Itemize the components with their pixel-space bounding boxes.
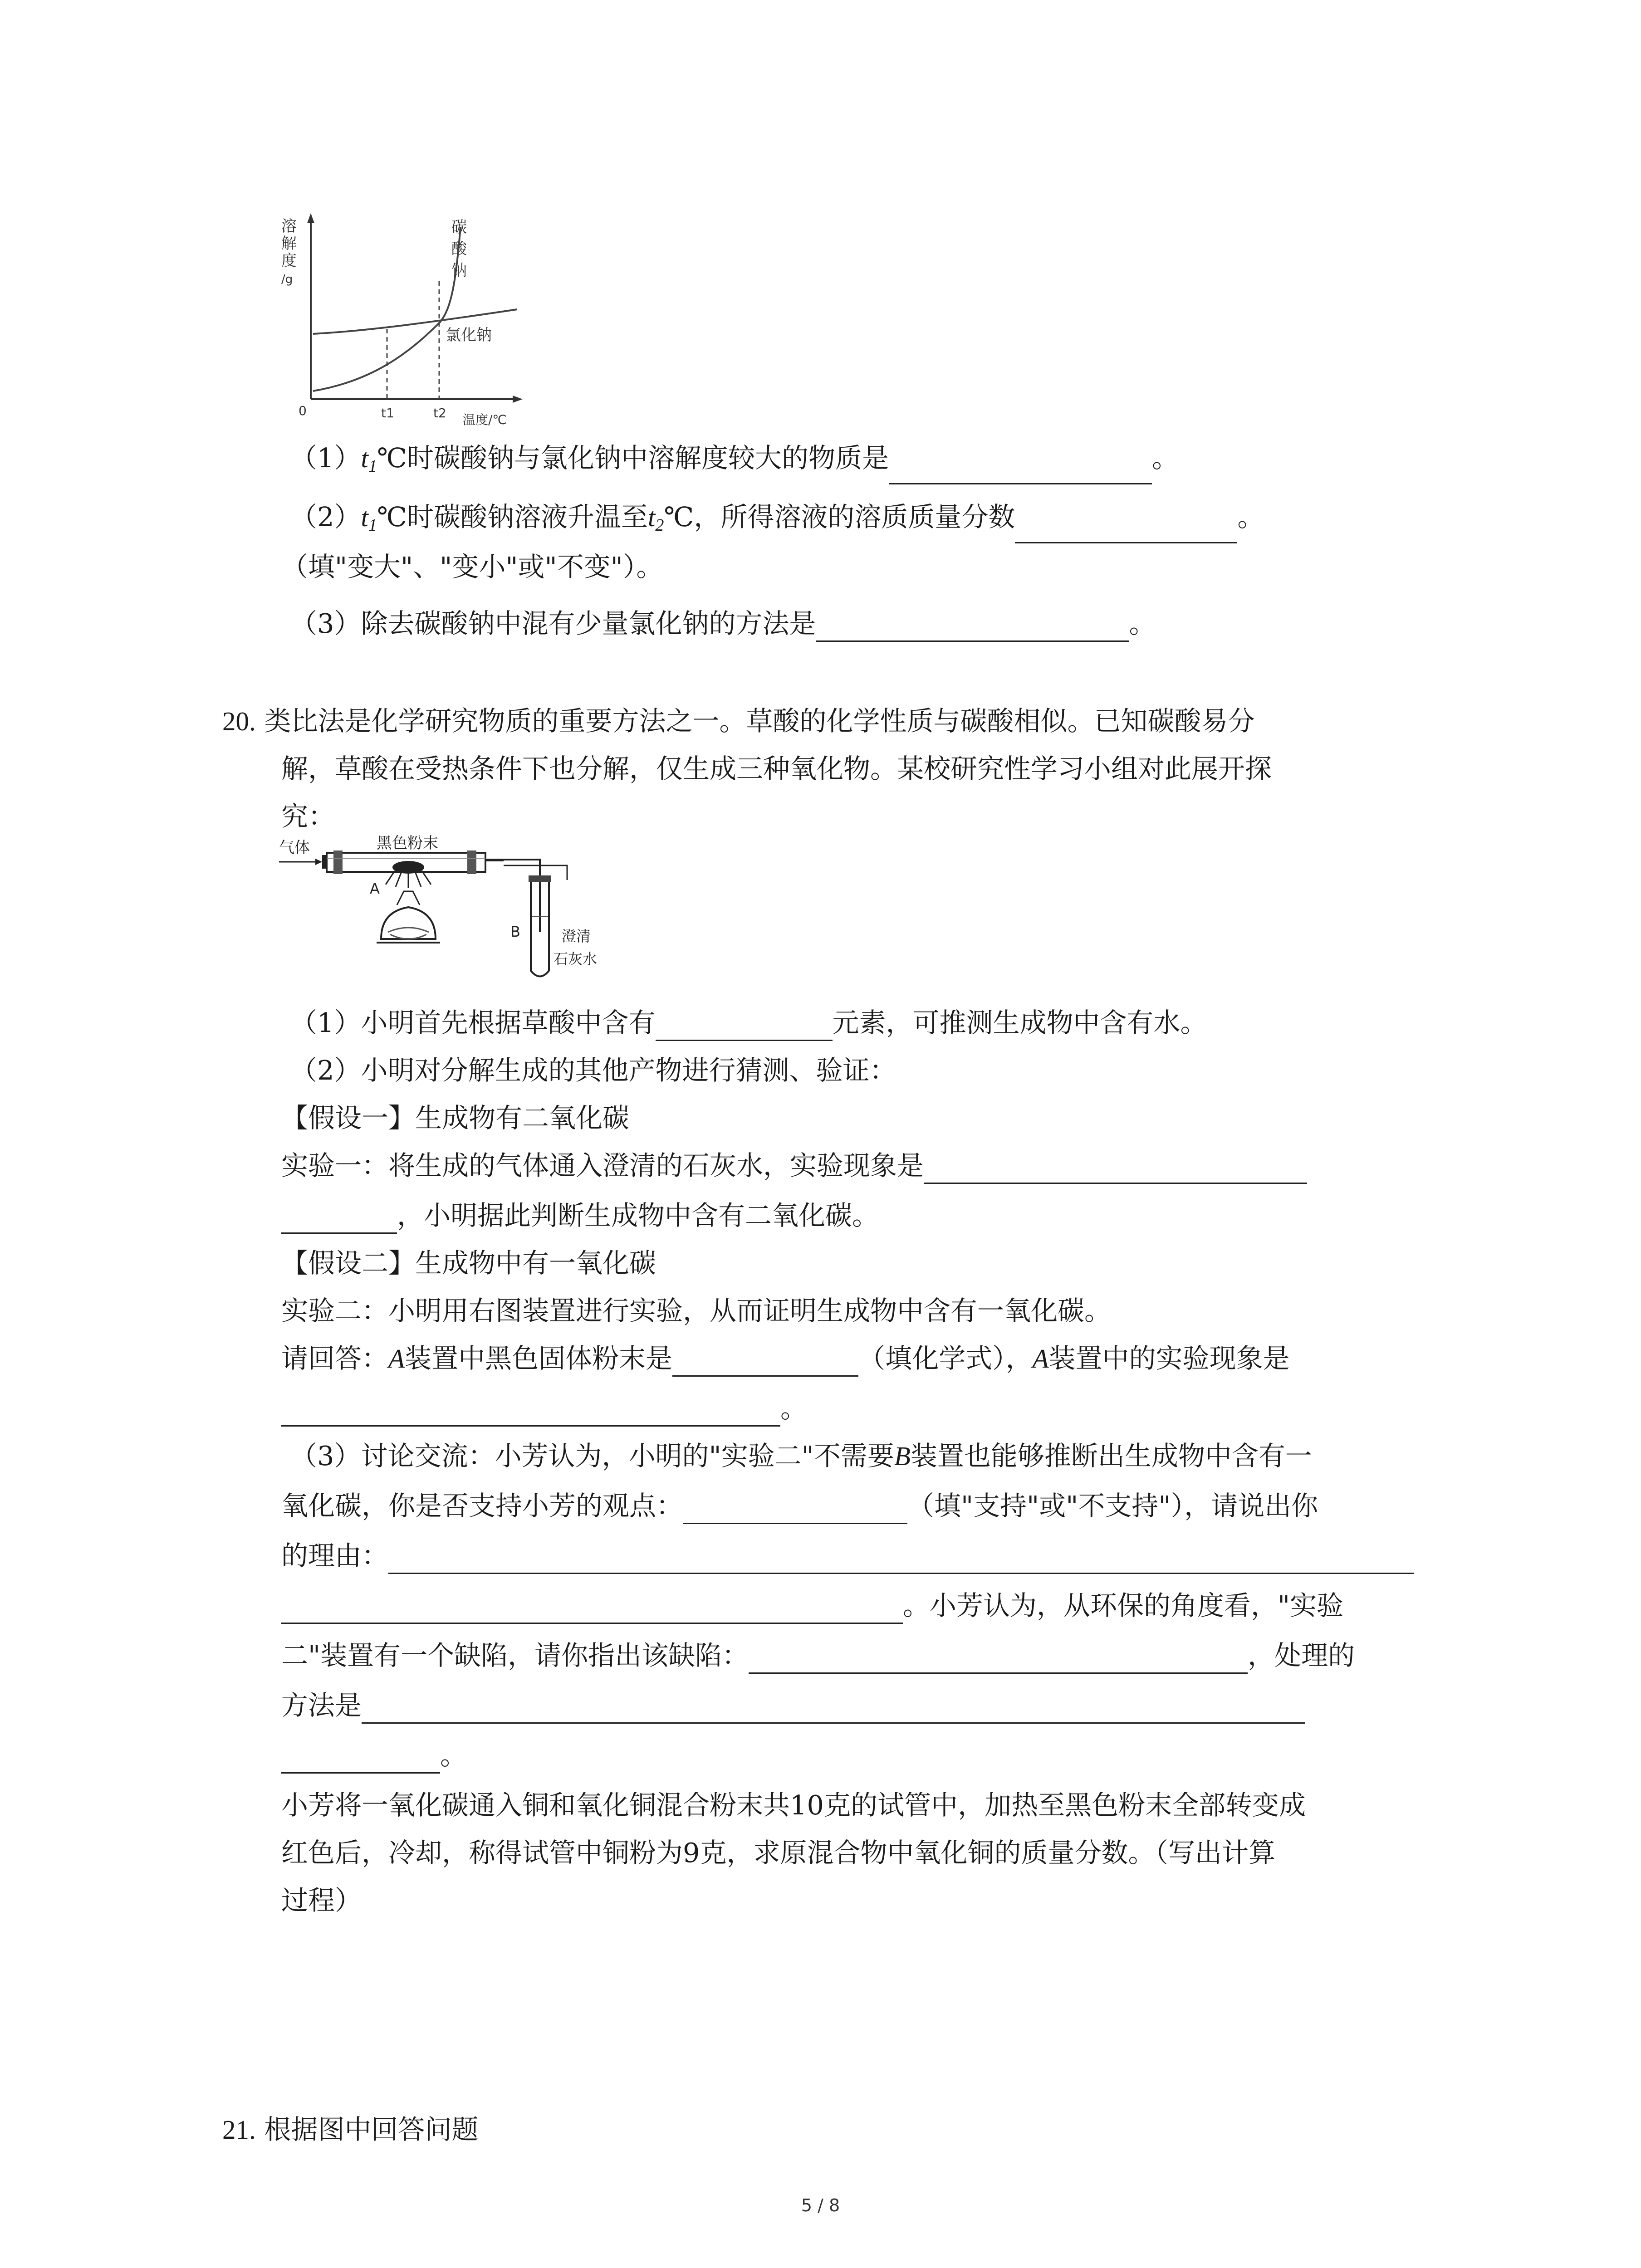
answer-blank[interactable] (924, 1155, 1307, 1184)
answer-blank[interactable] (656, 1012, 833, 1041)
graph-tick-t1: t1 (381, 406, 394, 420)
answer-blank[interactable] (388, 1545, 1414, 1574)
q20-hypothesis2: 【假设二】生成物中有一氧化碳 (281, 1247, 656, 1279)
graph-tick-t2: t2 (433, 406, 446, 420)
q20-part3-6: 方法是 (281, 1687, 1305, 1724)
answer-blank[interactable] (281, 1595, 903, 1624)
answer-blank[interactable] (1015, 515, 1237, 543)
q21-prompt: 21. 根据图中回答问题 (222, 2114, 479, 2145)
solubility-graph (272, 209, 526, 435)
gas-label: 气体 (279, 839, 310, 857)
q20-part3-7: 。 (281, 1737, 467, 1774)
powder-label: 黑色粉末 (377, 835, 438, 852)
q20-part3-2: 氧化碳，你是否支持小芳的观点： （填"支持"或"不支持"），请说出你 (281, 1488, 1318, 1524)
q20-part2: （2）小明对分解生成的其他产物进行猜测、验证： (290, 1055, 896, 1086)
label-b: B (510, 923, 520, 940)
curve-a-label-3: 钠 (451, 262, 467, 280)
curve-sodium-carbonate (313, 227, 460, 391)
q20-calc-1: 小芳将一氧化碳通入铜和氧化铜混合粉末共10克的试管中，加热至黑色粉末全部转变成 (281, 1789, 1306, 1821)
answer-blank[interactable] (281, 1745, 440, 1774)
ylabel-3: 度 (281, 252, 297, 270)
q19-part2-note: （填"变大"、"变小"或"不变"）。 (281, 551, 663, 582)
limewater-label-1: 澄清 (562, 928, 591, 945)
label-a: A (370, 880, 380, 897)
q19-part3: （3）除去碳酸钠中混有少量氯化钠的方法是 。 (290, 606, 1156, 642)
apparatus-diagram (277, 835, 640, 998)
gas-arrow (279, 859, 322, 865)
limewater-label-2: 石灰水 (554, 950, 598, 968)
question-number: 21. (222, 2115, 256, 2145)
answer-blank[interactable] (281, 1398, 780, 1427)
curve-a-label-1: 碳 (451, 218, 467, 236)
q20-answer-a-end: 。 (281, 1390, 807, 1427)
q20-experiment2: 实验二：小明用右图装置进行实验，从而证明生成物中含有一氧化碳。 (281, 1295, 1112, 1326)
graph-x-axis (311, 396, 523, 403)
q20-calc-3: 过程） (281, 1885, 362, 1916)
graph-xlabel: 温度/℃ (463, 412, 507, 427)
q20-answer-a: 请回答：A装置中黑色固体粉末是 （填化学式），A装置中的实验现象是 (281, 1340, 1290, 1377)
graph-y-axis (307, 213, 314, 399)
q19-part2: $(2)t_1℃$时碳酸钠溶液升温至$t_2℃$，所得溶液的溶质质量分数 。 (290, 499, 1264, 543)
graph-origin: 0 (299, 403, 307, 418)
q20-intro-2: 解，草酸在受热条件下也分解，仅生成三种氧化物。某校研究性学习小组对此展开探 (281, 753, 1272, 784)
answer-blank[interactable] (816, 613, 1129, 642)
q20-part3-3: 的理由： (281, 1538, 1414, 1574)
curve-a-label-2: 酸 (451, 240, 467, 258)
answer-blank[interactable] (362, 1695, 1305, 1724)
curve-b-label: 氯化钠 (446, 326, 492, 344)
q19-part1: $(1)t_1℃$时碳酸钠与氯化钠中溶解度较大的物质是 。 (290, 440, 1179, 484)
q20-part1: （1）小明首先根据草酸中含有 元素，可推测生成物中含有水。 (290, 1005, 1207, 1041)
q20-hypothesis1: 【假设一】生成物有二氧化碳 (281, 1102, 630, 1134)
black-powder (386, 861, 431, 888)
alcohol-lamp (377, 891, 440, 943)
q20-intro-3: 究： (281, 801, 335, 832)
q20-part3-5: 二"装置有一个缺陷，请你指出该缺陷： ，处理的 (281, 1637, 1355, 1674)
q20-calc-2: 红色后，冷却，称得试管中铜粉为9克，求原混合物中氧化铜的质量分数。（写出计算 (281, 1837, 1276, 1868)
answer-blank[interactable] (683, 1496, 907, 1524)
answer-blank[interactable] (889, 456, 1152, 484)
q20-intro-1: 20. 类比法是化学研究物质的重要方法之一。草酸的化学性质与碳酸相似。已知碳酸易分 (222, 705, 1255, 737)
answer-blank[interactable] (672, 1348, 858, 1377)
connecting-tube (485, 860, 567, 932)
q20-part3-1: （3）讨论交流：小芳认为，小明的"实验二"不需要B装置也能够推断出生成物中含有一 (290, 1440, 1312, 1471)
question-number: 20. (222, 706, 256, 736)
page-number: 5 / 8 (801, 2195, 840, 2215)
ylabel-4: /g (281, 273, 293, 286)
q20-experiment1-end: ，小明据此判断生成物中含有二氧化碳。 (281, 1198, 879, 1234)
ylabel-1: 溶 (281, 217, 297, 235)
answer-blank[interactable] (749, 1645, 1248, 1674)
q20-part3-4: 。小芳认为，从环保的角度看，"实验 (281, 1588, 1343, 1624)
q20-experiment1: 实验一：将生成的气体通入澄清的石灰水，实验现象是 (281, 1148, 1307, 1184)
ylabel-2: 解 (281, 235, 297, 253)
answer-blank[interactable] (281, 1205, 397, 1234)
